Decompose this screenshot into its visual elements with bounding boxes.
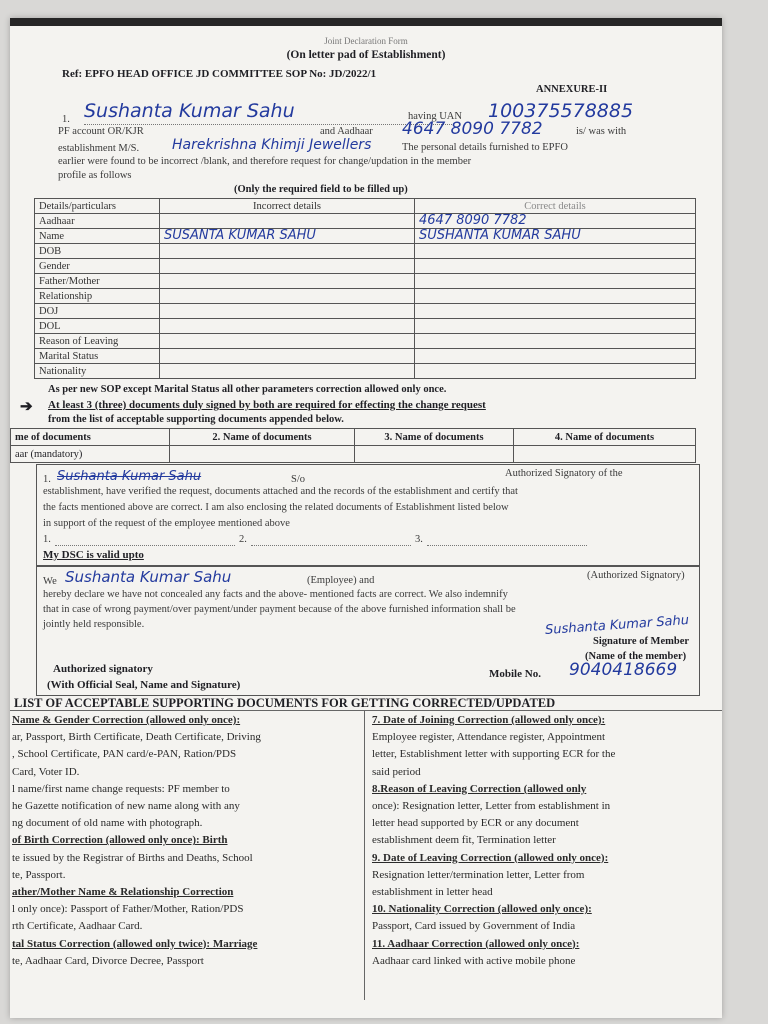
annexure-label: ANNEXURE-II [536,84,608,95]
details-cell-field: Father/Mother [35,274,160,289]
details-cell-incorrect [160,304,415,319]
details-cell-incorrect [160,334,415,349]
aadhaar-handwritten: 4647 8090 7782 [402,119,543,139]
list-item: said period [372,765,421,778]
details-cell-correct: 4647 8090 7782 [415,214,696,229]
details-cell-correct [415,244,696,259]
cert-signatory-text: Authorized Signatory of the [505,468,623,479]
enclosure-3-line [427,545,587,546]
cert-line-4: in support of the request of the employee mentioned above [43,518,290,529]
we-label: We [43,576,57,587]
reference-line: Ref: EPFO HEAD OFFICE JD COMMITTEE SOP No: JD/2022/1 [62,68,377,80]
employee-label: (Employee) and [307,575,375,586]
docs-row-1: aar (mandatory) [11,446,170,463]
sop-note: As per new SOP except Marital Status all other parameters correction allowed only once. [48,384,447,395]
details-row [35,349,696,364]
details-cell-correct: SUSHANTA KUMAR SAHU [415,229,696,244]
cert-line-2: establishment, have verified the request, documents attached and the records of the establishment and certify that [43,486,518,497]
details-cell-field: Gender [35,259,160,274]
documents-required-note: At least 3 (three) documents duly signed by both are required for effecting the change request [48,399,486,411]
details-cell-incorrect [160,319,415,334]
was-with-label: is/ was with [576,126,627,137]
name-dotted-line [84,124,454,125]
list-item: Employee register, Attendance register, Appointment [372,731,606,744]
enclosure-3: 3. [415,534,423,545]
details-cell-incorrect: SUSANTA KUMAR SAHU [160,229,415,244]
list-item: 7. Date of Joining Correction (allowed only once): [372,714,606,726]
list-divider [364,710,365,1000]
arrow-icon: ➔ [20,399,33,415]
list-item: establishment in letter head [372,886,493,899]
list-item: once): Resignation letter, Letter from establishment in [372,800,611,813]
enclosure-1-line [55,545,235,546]
details-row [35,289,696,304]
intro-number: 1. [62,114,70,125]
name-of-member-label: (Name of the member) [585,651,687,662]
declaration-line-4: jointly held responsible. [43,619,145,630]
signature-of-member-label: Signature of Member [593,636,690,647]
list-item: , School Certificate, PAN card/e-PAN, Ration/PDS [12,748,237,761]
list-item: Resignation letter/termination letter, Letter from [372,868,585,881]
details-row [35,334,696,349]
details-row [35,259,696,274]
list-item: ng document of old name with photograph. [12,817,203,830]
details-cell-incorrect [160,289,415,304]
details-cell-incorrect [160,349,415,364]
dsc-validity: My DSC is valid upto [43,549,144,561]
list-item: of Birth Correction (allowed only once): Birth [12,834,228,847]
cert-line-3: the facts mentioned above are correct. I am also enclosing the related documents of Establishment listed below [43,502,509,513]
list-item: letter, Establishment letter with supporting ECR for the [372,748,616,761]
mobile-label: Mobile No. [489,668,541,680]
declarant-name-handwritten: Sushanta Kumar Sahu [65,568,232,586]
list-item: establishment deem fit, Termination letter [372,834,556,847]
list-item: rth Certificate, Aadhaar Card. [12,920,143,933]
pf-account-label: PF account OR/KJR [58,126,144,137]
authorized-signatory-label: Authorized signatory [53,663,153,675]
intro-text-1: The personal details furnished to EPFO [402,142,568,153]
details-row [35,364,696,379]
documents-list-note: from the list of acceptable supporting documents appended below. [48,414,344,425]
details-cell-incorrect [160,214,415,229]
details-cell-field: Relationship [35,289,160,304]
top-edge-bar [10,18,722,26]
list-item: ar, Passport, Birth Certificate, Death Certificate, Driving [12,731,261,744]
intro-text-3: profile as follows [58,170,132,181]
member-signature: Sushanta Kumar Sahu [544,612,690,639]
list-item: te issued by the Registrar of Births and Deaths, School [12,851,253,864]
declaration-panel [36,566,700,696]
details-cell-incorrect [160,364,415,379]
list-item: Aadhaar card linked with active mobile phone [372,954,576,967]
certification-panel [36,464,700,566]
uan-label: having UAN [408,111,462,122]
docs-col-3: 3. Name of documents [355,429,514,446]
form-title: Joint Declaration Form [324,36,408,46]
list-right-column [372,712,718,970]
documents-table [10,428,696,463]
list-item: 11. Aadhaar Correction (allowed only once): [372,937,580,950]
cert-number: 1. [43,474,51,485]
docs-col-4: 4. Name of documents [514,429,696,446]
aadhaar-label: and Aadhaar [320,126,373,137]
details-table [34,198,696,379]
declaration-line-3: that in case of wrong payment/over payment/under payment because of the above furnished information shall be [43,604,516,615]
auth-signatory-label: (Authorized Signatory) [587,570,685,581]
list-item: te, Passport. [12,868,66,881]
list-item: l name/first name change requests: PF member to [12,782,230,795]
details-cell-field: DOJ [35,304,160,319]
list-item: 8.Reason of Leaving Correction (allowed only [372,782,587,795]
establishment-label: establishment M/S. [58,143,140,154]
details-cell-correct [415,349,696,364]
list-item: te, Aadhaar Card, Divorce Decree, Passport [12,954,204,967]
uan-handwritten: 100375578885 [488,100,634,122]
list-item: he Gazette notification of new name along with any [12,800,240,813]
col-header-correct: Correct details [415,199,696,214]
details-cell-field: Aadhaar [35,214,160,229]
details-cell-correct [415,274,696,289]
details-cell-correct [415,289,696,304]
docs-col-2: 2. Name of documents [170,429,355,446]
details-cell-incorrect [160,259,415,274]
list-item: 10. Nationality Correction (allowed only once): [372,903,592,916]
details-cell-incorrect [160,274,415,289]
son-of-label: S/o [291,474,306,485]
details-row [35,304,696,319]
list-item: tal Status Correction (allowed only twice): Marriage [12,937,258,950]
member-name-handwritten: Sushanta Kumar Sahu [84,100,295,122]
details-cell-correct [415,334,696,349]
list-left-column [12,712,360,970]
official-seal-label: (With Official Seal, Name and Signature) [47,679,241,691]
details-cell-correct [415,319,696,334]
list-item: Card, Voter ID. [12,765,80,778]
document-page [10,18,722,1018]
details-cell-field: DOL [35,319,160,334]
details-row [35,244,696,259]
list-item: Passport, Card issued by Government of India [372,920,576,933]
details-cell-field: Marital Status [35,349,160,364]
letter-pad-note: (On letter pad of Establishment) [286,49,446,61]
details-row [35,229,696,244]
details-row [35,274,696,289]
enclosure-2: 2. [239,534,247,545]
list-item: letter head supported by ECR or any document [372,817,579,830]
list-top-rule [10,710,722,711]
details-row [35,214,696,229]
docs-col-1: me of documents [11,429,170,446]
list-item: l only once): Passport of Father/Mother, Ration/PDS [12,903,244,916]
details-row [35,319,696,334]
declaration-line-2: hereby declare we have not concealed any facts and the above- mentioned facts are correct. We also indemnify [43,589,508,600]
col-header-incorrect: Incorrect details [160,199,415,214]
mobile-handwritten: 9040418669 [569,660,678,680]
intro-text-2: earlier were found to be incorrect /blank, and therefore request for change/updation in the member [58,156,472,167]
details-cell-field: Reason of Leaving [35,334,160,349]
col-header-details: Details/particulars [35,199,160,214]
details-cell-correct [415,304,696,319]
details-cell-incorrect [160,244,415,259]
enclosure-1: 1. [43,534,51,545]
details-cell-field: DOB [35,244,160,259]
details-cell-field: Nationality [35,364,160,379]
enclosure-2-line [251,545,411,546]
details-cell-correct [415,364,696,379]
supporting-docs-heading: LIST OF ACCEPTABLE SUPPORTING DOCUMENTS FOR GETTING CORRECTED/UPDATED [14,696,556,710]
establishment-handwritten: Harekrishna Khimji Jewellers [172,137,372,153]
cert-name-scribble: Sushanta Kumar Sahu [57,469,202,484]
required-field-note: (Only the required field to be filled up) [234,184,408,195]
list-item: ather/Mother Name & Relationship Correction [12,886,234,899]
list-item: Name & Gender Correction (allowed only once): [12,714,241,726]
list-item: 9. Date of Leaving Correction (allowed only once): [372,851,609,864]
details-rows [35,214,696,379]
details-cell-correct [415,259,696,274]
details-cell-field: Name [35,229,160,244]
